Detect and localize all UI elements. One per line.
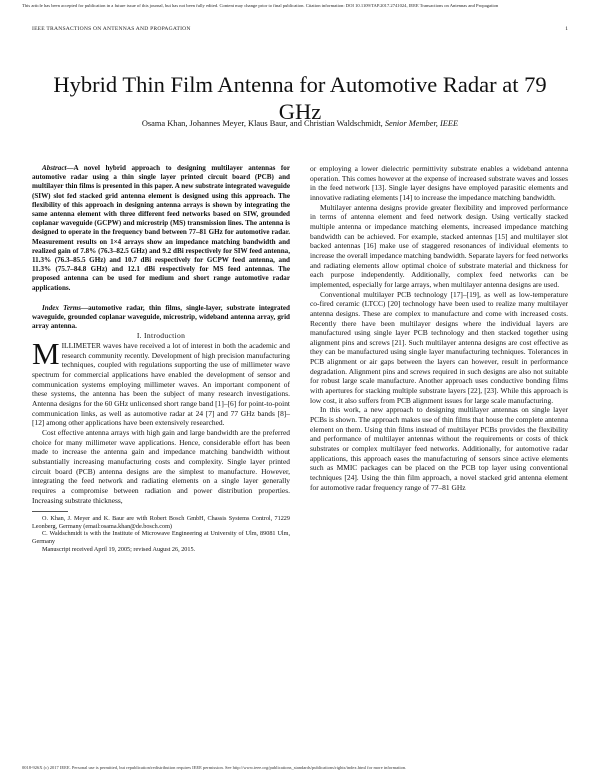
author-rank: Senior Member, IEEE: [384, 119, 459, 128]
author-names: Osama Khan, Johannes Meyer, Klaus Baur, and Christian Waldschmidt,: [141, 119, 383, 128]
index-terms-text: —automotive radar, thin films, single-layer, substrate integrated waveguide, grounded coplanar waveguide, microstrip, wideband antenna array, grid array antenna.: [32, 303, 290, 331]
section-heading: I. Introduction: [136, 331, 186, 341]
intro-p1-text: waves have received a lot of interest in both the academic and research community recently. Development of high precision manufacturing techniques, coupled with regulations supporting the use of millimeter wave spectrum for commercial applications have enabled the development of sensor and communication systems employing millimeter waves. An important component of these systems, the antenna has been the subject of many research investigations. Antenna designs for the 60 GHz unlicensed short range band [1]–[6] for point-to-point communication links, as well as automotive radar at 24 [7] and 77 GHz bands [8]–[12] among other applications have been extensively researched.: [32, 341, 290, 428]
copyright-line: 0018-926X (c) 2017 IEEE. Personal use is permitted, but republication/redistribution requires IEEE permission. See http://www.ieee.org/publications_standards/publications/rights/index.html for more information.: [22, 765, 407, 770]
footnote-affiliation-2: C. Waldschmidt is with the Institute of Microwave Engineering at University of Ulm, 89081 Ulm, Germany: [32, 530, 290, 546]
footnote-rule: [32, 511, 68, 512]
index-terms: [32, 304, 290, 332]
right-paragraph-2: Multilayer antenna designs provide greater flexibility and improved performance in terms of antenna element and feed network design. Using vertically stacked multiple antenna or impedance matching elements, increased impedance matching bandwidth can be achieved. For example, stacked antennas [15] and multilayer slot backed antennas [16] make use of staggered resonances of individual elements to increase the overall impedance matching bandwidth. Separate layers for feed networks and radiating elements allow optimal choice of substrate material and thickness for each purpose independently. Additionally, complex feed networks can be implemented, especially for large arrays, when multilayer antenna designs are used.: [310, 202, 568, 289]
abstract-lead: Abstract: [42, 164, 67, 172]
running-head: IEEE TRANSACTIONS ON ANTENNAS AND PROPAGATION: [32, 26, 191, 32]
index-terms-lead: Index Terms: [42, 303, 82, 312]
abstract-text: —A novel hybrid approach to designing multilayer antennas for automotive radar using a thin single layer printed circuit board (PCB) and multilayer thin films is presented in this paper. A new substrate integrated waveguide (SIW) slot fed stacked grid antenna element is designed using this approach. The flexibility of this approach in designing antenna arrays is shown by integrating the same antenna element with three different feed networks based on SIW, grounded coplanar waveguide (GCPW) and microstrip (MS) transmission lines. The antenna is designed to operate in the frequency band between 77–81 GHz for automotive radar. Measurement results on 1×4 arrays show an impedance matching bandwidth and realized gain of 7.8% (76.3–82.5 GHz) and 9.2 dBi respectively for SIW feed antenna, 11.3% (76.3–85.5 GHz) and 10.7 dBi respectively for GCPW feed antenna, and 11.3% (75.7–84.8 GHz) and 12.1 dBi respectively for MS feed antennas. The proposed antenna can be used for medium and short range automotive radar applications.: [32, 164, 290, 292]
intro-caps: ILLIMETER: [61, 341, 101, 351]
abstract: [32, 164, 290, 293]
right-paragraph-1: or employing a lower dielectric permittivity substrate enables a wideband antenna operation. This comes however at the expense of increased substrate waves and losses in the feed network [13]. Single layer designs have employed parasitic elements and innovative radiating elements [14] to increase the impedance matching bandwidth.: [310, 164, 568, 202]
paper-title: Hybrid Thin Film Antenna for Automotive Radar at 79 GHz: [53, 72, 547, 125]
author-line: [30, 119, 570, 128]
right-column: [310, 164, 568, 492]
right-paragraph-4: In this work, a new approach to designing multilayer antennas on single layer PCBs is shown. The approach makes use of thin films that house the complete antenna element on them. Using thin films instead of multilayer PCBs provides the flexibility and performance of multilayer antennas without the requirements or costs of thick substrates or complex multilayer feed networks. Additionally, for automotive radar applications, this approach eases the manufacturing of sensors since active elements such as MMIC packages can be placed on the PCB top layer using conventional techniques [24]. Using the thin film approach, a novel stacked grid antenna element for automotive radar frequency range of 77–81 GHz: [310, 405, 568, 492]
publication-notice: This article has been accepted for publication in a future issue of this journal, but has not been fully edited. Content may change prior to final publication. Citation information: DOI 10.1109/TAP.2017.2741024, IEEE Transactions on Antennas and Propagation: [22, 3, 499, 8]
left-column: [32, 164, 290, 553]
footnote-affiliation-1: O. Khan, J. Meyer and K. Baur are with Robert Bosch GmbH, Chassis Systems Control, 71229 Leonberg, Germany (email:osama.khan@de.bosch.com): [32, 515, 290, 530]
page-number: 1: [565, 26, 568, 32]
intro-paragraph-2: Cost effective antenna arrays with high gain and large bandwidth are the preferred choice for many millimeter wave applications. Hence, considerable effort has been made to increase the antenna gain and impedance matching bandwidth without substantially increasing manufacturing costs and complexity. Single layer printed circuit board (PCB) antenna designs are the simplest to manufacture. However, integrating the feed network and radiating elements on a single layer generally requires a compromise between radiation and power distribution properties. Increasing substrate thickness,: [32, 428, 290, 505]
right-paragraph-3: Conventional multilayer PCB technology [17]–[19], as well as low-temperature co-fired ceramic (LTCC) [20] technology have been used to realize many multilayer antenna designs. These are complex to manufacture and come with increased costs. Recently there have been multilayer designs where the individual layers are manufactured using single layer PCB technology and then stacked together using alignment pins and screws [21]. Such multilayer antenna designs are cost effective as they can be manufactured using single layer manufacturing techniques. Tolerances in PCB alignment or air gaps between the layers can however, result in performance degradation. Alignment pins and screws required in such designs are also not suitable for robust large scale manufacture. Another approach uses conductive bonding films with apertures for stacking multiple substrate layers [22], [23]. While this approach is low cost, it also suffers from PCB alignment issues for large scale manufacturing.: [310, 289, 568, 405]
drop-cap: M: [32, 336, 60, 372]
footnote-received: Manuscript received April 19, 2005; revised August 26, 2015.: [42, 545, 196, 553]
